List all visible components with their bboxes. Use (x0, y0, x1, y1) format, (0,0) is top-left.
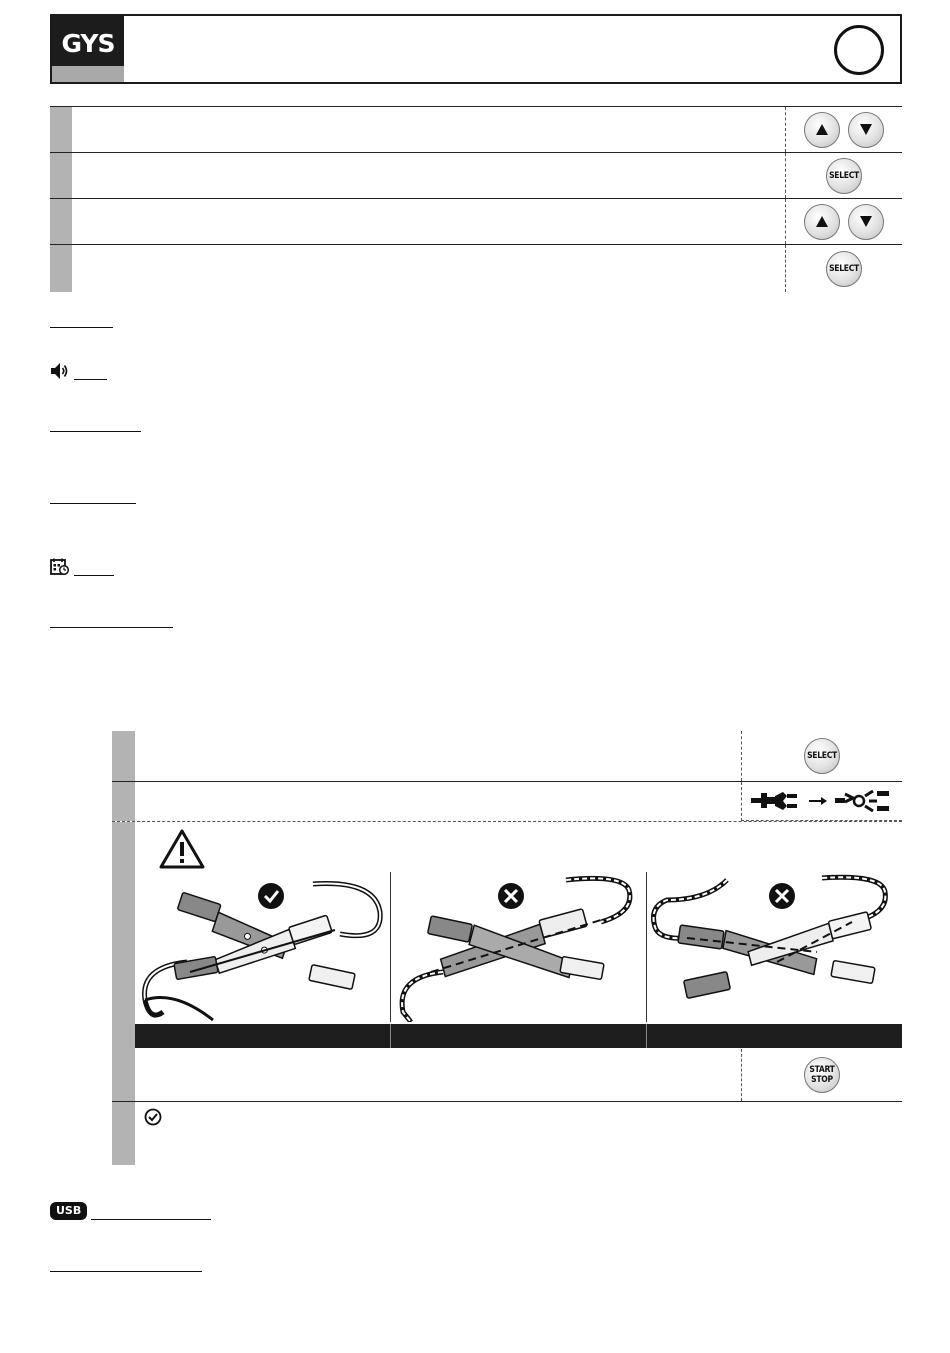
up-arrow-button[interactable] (804, 204, 840, 240)
select-label: SELECT (807, 751, 837, 761)
gys-logo (52, 16, 124, 82)
down-arrow-button[interactable] (848, 204, 884, 240)
section-underline (74, 575, 114, 576)
step-text-cell (72, 107, 785, 152)
clamp-transition-icon (747, 788, 897, 814)
section-underline (91, 1219, 211, 1220)
step-button-cell (785, 107, 902, 152)
step-number-cell (50, 107, 72, 152)
step-button-cell (785, 245, 902, 292)
logo-band (52, 66, 124, 82)
up-arrow-button[interactable] (804, 112, 840, 148)
table-row (50, 152, 902, 198)
section-heading (50, 612, 173, 628)
step-button-cell (741, 782, 902, 821)
calendar-clock-icon (50, 558, 70, 576)
step-text-cell (72, 245, 785, 292)
page-header (50, 14, 902, 84)
step-number-cell (112, 1102, 135, 1165)
up-arrow-icon (816, 216, 828, 227)
section-underline (50, 627, 173, 628)
start-stop-label (809, 1065, 834, 1085)
step-number-cell (112, 1049, 135, 1101)
step-number-cell (112, 822, 135, 1049)
section-heading-usb (50, 1200, 211, 1220)
check-circle-icon (144, 1108, 162, 1126)
section-heading-calendar (50, 560, 114, 576)
down-arrow-icon (860, 216, 872, 227)
table-row (112, 731, 902, 781)
step-text-cell (72, 153, 785, 198)
logo-text: GYS (61, 29, 115, 58)
menu-steps-table (50, 106, 902, 292)
select-button[interactable] (804, 738, 840, 774)
clamp-connection-illustration (135, 872, 902, 1022)
start-label: START (809, 1065, 835, 1075)
caption-divider (646, 1024, 647, 1048)
select-button[interactable] (826, 158, 862, 194)
incorrect-connection-panel-1 (391, 872, 646, 1022)
step-number-cell (50, 153, 72, 198)
speaker-icon (50, 362, 70, 380)
table-row (112, 781, 902, 821)
section-heading (50, 1256, 202, 1272)
select-button[interactable] (826, 251, 862, 287)
section-heading (50, 312, 113, 328)
table-row (50, 244, 902, 292)
section-heading-sound (50, 364, 107, 380)
table-row (112, 1049, 902, 1101)
caption-divider (390, 1024, 391, 1048)
section-underline (50, 327, 113, 328)
usb-icon (50, 1202, 87, 1220)
stop-label: STOP (811, 1075, 833, 1085)
table-row (50, 198, 902, 244)
step-button-cell (741, 1049, 902, 1101)
illustration-caption-bar (135, 1024, 902, 1048)
down-arrow-icon (860, 124, 872, 135)
select-label: SELECT (829, 170, 859, 181)
section-underline (50, 503, 136, 504)
section-underline (50, 431, 141, 432)
step-text-cell (72, 199, 785, 244)
step-button-cell (785, 199, 902, 244)
up-arrow-icon (816, 124, 828, 135)
table-row (112, 1101, 902, 1165)
step-number-cell (50, 199, 72, 244)
incorrect-connection-panel-2 (647, 872, 902, 1022)
table-row (50, 106, 902, 152)
section-heading (50, 488, 136, 504)
section-underline (74, 379, 107, 380)
down-arrow-button[interactable] (848, 112, 884, 148)
section-underline (50, 1271, 202, 1272)
section-heading (50, 416, 141, 432)
language-badge (834, 25, 884, 75)
step-number-cell (112, 731, 135, 781)
step-button-cell (785, 153, 902, 198)
step-number-cell (112, 782, 135, 821)
correct-connection-panel (135, 872, 390, 1022)
start-stop-button[interactable] (804, 1057, 840, 1093)
usb-label: USB (56, 1204, 82, 1217)
select-label: SELECT (829, 263, 859, 274)
warning-icon (158, 828, 206, 870)
step-button-cell (741, 731, 902, 781)
step-number-cell (50, 245, 72, 292)
